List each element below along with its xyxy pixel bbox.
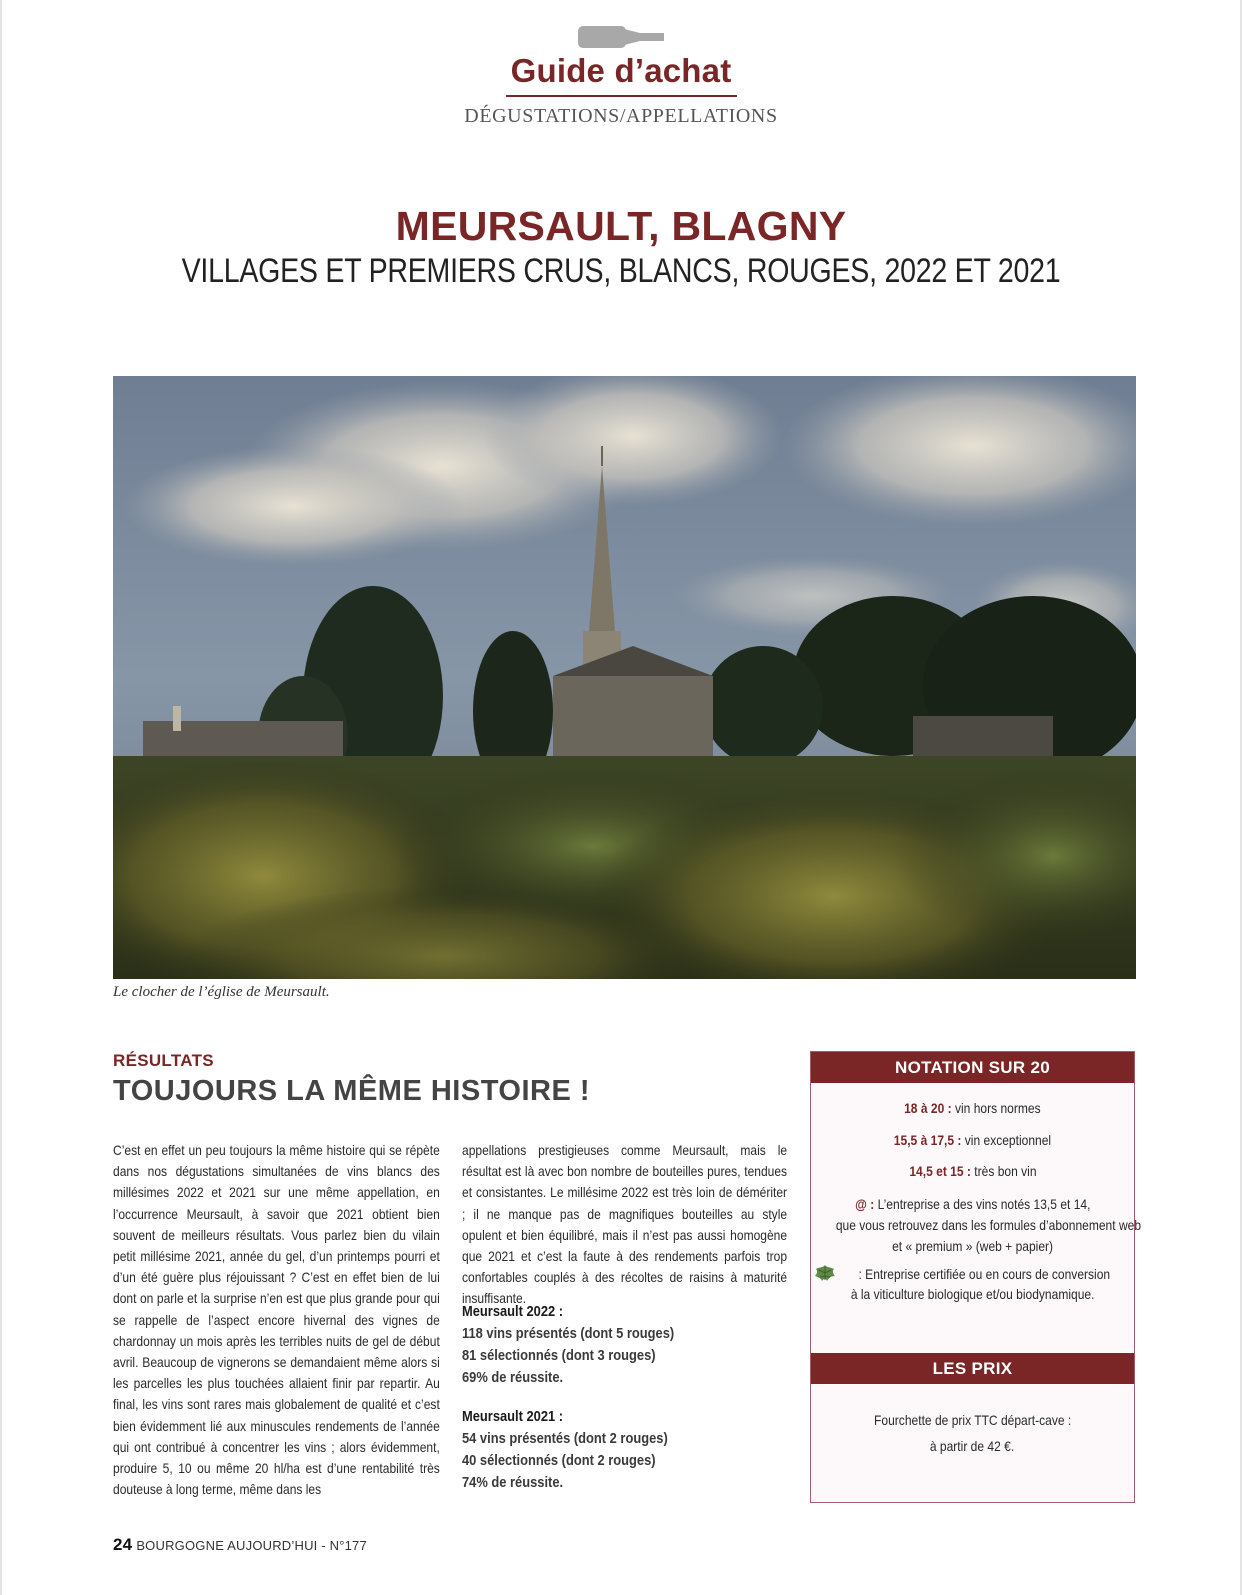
at-note-text-2: que vous retrouvez dans les formules d’abonnement web [835, 1217, 1142, 1233]
article-title: MEURSAULT, BLAGNY [395, 203, 847, 249]
stats-2021-heading: Meursault 2021 : [462, 1408, 564, 1425]
leaf-note-line2 [811, 1286, 1134, 1302]
article-headline: TOUJOURS LA MÊME HISTOIRE ! [113, 1075, 591, 1107]
publication-name: BOURGOGNE AUJOURD’HUI - N°177 [136, 1538, 367, 1553]
rating-range: 14,5 et 15 : [908, 1163, 971, 1179]
guide-title-underline [506, 95, 737, 97]
article-subtitle: VILLAGES ET PREMIERS CRUS, BLANCS, ROUGES, 2022 ET 2021 [181, 252, 1061, 290]
stats-2021-presented: 54 vins présentés (dont 2 rouges) [462, 1430, 668, 1447]
at-note-line2 [811, 1217, 1142, 1233]
leaf-note-text: : Entreprise certifiée ou en cours de conversion [858, 1266, 1111, 1282]
prix-text-2: à partir de 42 €. [930, 1438, 1015, 1454]
stats-2022-selected: 81 sélectionnés (dont 3 rouges) [462, 1347, 656, 1364]
rating-label: très bon vin [973, 1163, 1037, 1179]
rating-range: 18 à 20 : [904, 1100, 952, 1116]
at-note-line1 [811, 1196, 1134, 1212]
rating-row [811, 1100, 1134, 1116]
prix-line1 [811, 1412, 1134, 1428]
leaf-note-line1 [811, 1264, 1134, 1285]
rating-row [811, 1163, 1134, 1179]
stats-2021-selected: 40 sélectionnés (dont 2 rouges) [462, 1452, 656, 1469]
stats-2022-presented: 118 vins présentés (dont 5 rouges) [462, 1325, 675, 1342]
guide-title: Guide d’achat [510, 52, 732, 89]
page-number: 24 [113, 1535, 133, 1554]
stats-2021 [462, 1406, 701, 1494]
photo-caption: Le clocher de l’église de Meursault. [113, 984, 330, 1000]
prix-header: LES PRIX [811, 1353, 1134, 1384]
section-subtitle: DÉGUSTATIONS/APPELLATIONS [464, 105, 778, 127]
section-kicker: RÉSULTATS [113, 1051, 214, 1070]
article-text-right: appellations prestigieuses comme Meursault, mais le résultat est là avec bon nombre de bouteilles pures, tendues et consistantes. Le millésime 2022 est très loin de démériter ; il ne manque pas de magnifiques bouteilles au style opulent et bien équilibré, mais il n’est pas aussi homogène que 2021 et c’est la faute à des rendements parfois trop confortables couplés à des récoltes de raisins à maturité insuffisante. [462, 1142, 788, 1307]
stats-2022-heading: Meursault 2022 : [462, 1303, 564, 1320]
prix-line2 [811, 1438, 1134, 1454]
stats-2022-success: 69% de réussite. [462, 1369, 564, 1386]
page-footer [113, 1535, 367, 1555]
rating-label: vin exceptionnel [964, 1132, 1052, 1148]
rating-range: 15,5 à 17,5 : [893, 1132, 962, 1148]
stats-2022 [462, 1301, 709, 1389]
rating-row [811, 1132, 1134, 1148]
prix-text-1: Fourchette de prix TTC départ-cave : [873, 1412, 1072, 1428]
notation-header: NOTATION SUR 20 [811, 1052, 1134, 1083]
at-note-text-3: et « premium » (web + papier) [892, 1238, 1053, 1254]
wine-bottle-icon [578, 26, 666, 53]
stats-2021-success: 74% de réussite. [462, 1474, 564, 1491]
vine-leaf-icon [814, 1264, 836, 1285]
at-symbol: @ : [854, 1196, 874, 1212]
article-column-right [462, 1140, 787, 1310]
notation-sidebar [810, 1051, 1142, 1503]
article-column-left [113, 1140, 439, 1500]
at-note-line3 [811, 1238, 1134, 1254]
church-photo [113, 376, 1136, 979]
leaf-note-text-2: à la viticulture biologique et/ou biodynamique. [850, 1286, 1095, 1302]
article-text-left: C’est en effet un peu toujours la même histoire qui se répète dans nos dégustations simultanées de vins blancs des millésimes 2022 et 2021 sur une même appellation, en l’occurrence Meursault, à savoir que 2021 obtient bien souvent de meilleurs résultats. Vous parlez bien du vilain petit millésime 2021, année du gel, d’un printemps pourri et d’un été guère plus réjouissant ? C’est en effet bien de lui dont on parle et la surprise n’en est que plus grande pour qui se rappelle de l’aspect encore hivernal des vignes de chardonnay un mois après les terribles nuits de gel de début avril. Beaucoup de vignerons se demandaient même alors si les parcelles les plus touchées allaient finir par repartir. Au final, les vins sont rares mais globalement de qualité et c’est bien évidemment lié aux minuscules rendements de l’année qui ont contribué à concentrer les vins ; alors évidemment, produire 5, 10 ou même 20 hl/ha est d’une rentabilité très douteuse à long terme, même dans les [113, 1142, 440, 1498]
rating-label: vin hors normes [955, 1100, 1041, 1116]
at-note-text: L’entreprise a des vins notés 13,5 et 14, [877, 1196, 1091, 1212]
